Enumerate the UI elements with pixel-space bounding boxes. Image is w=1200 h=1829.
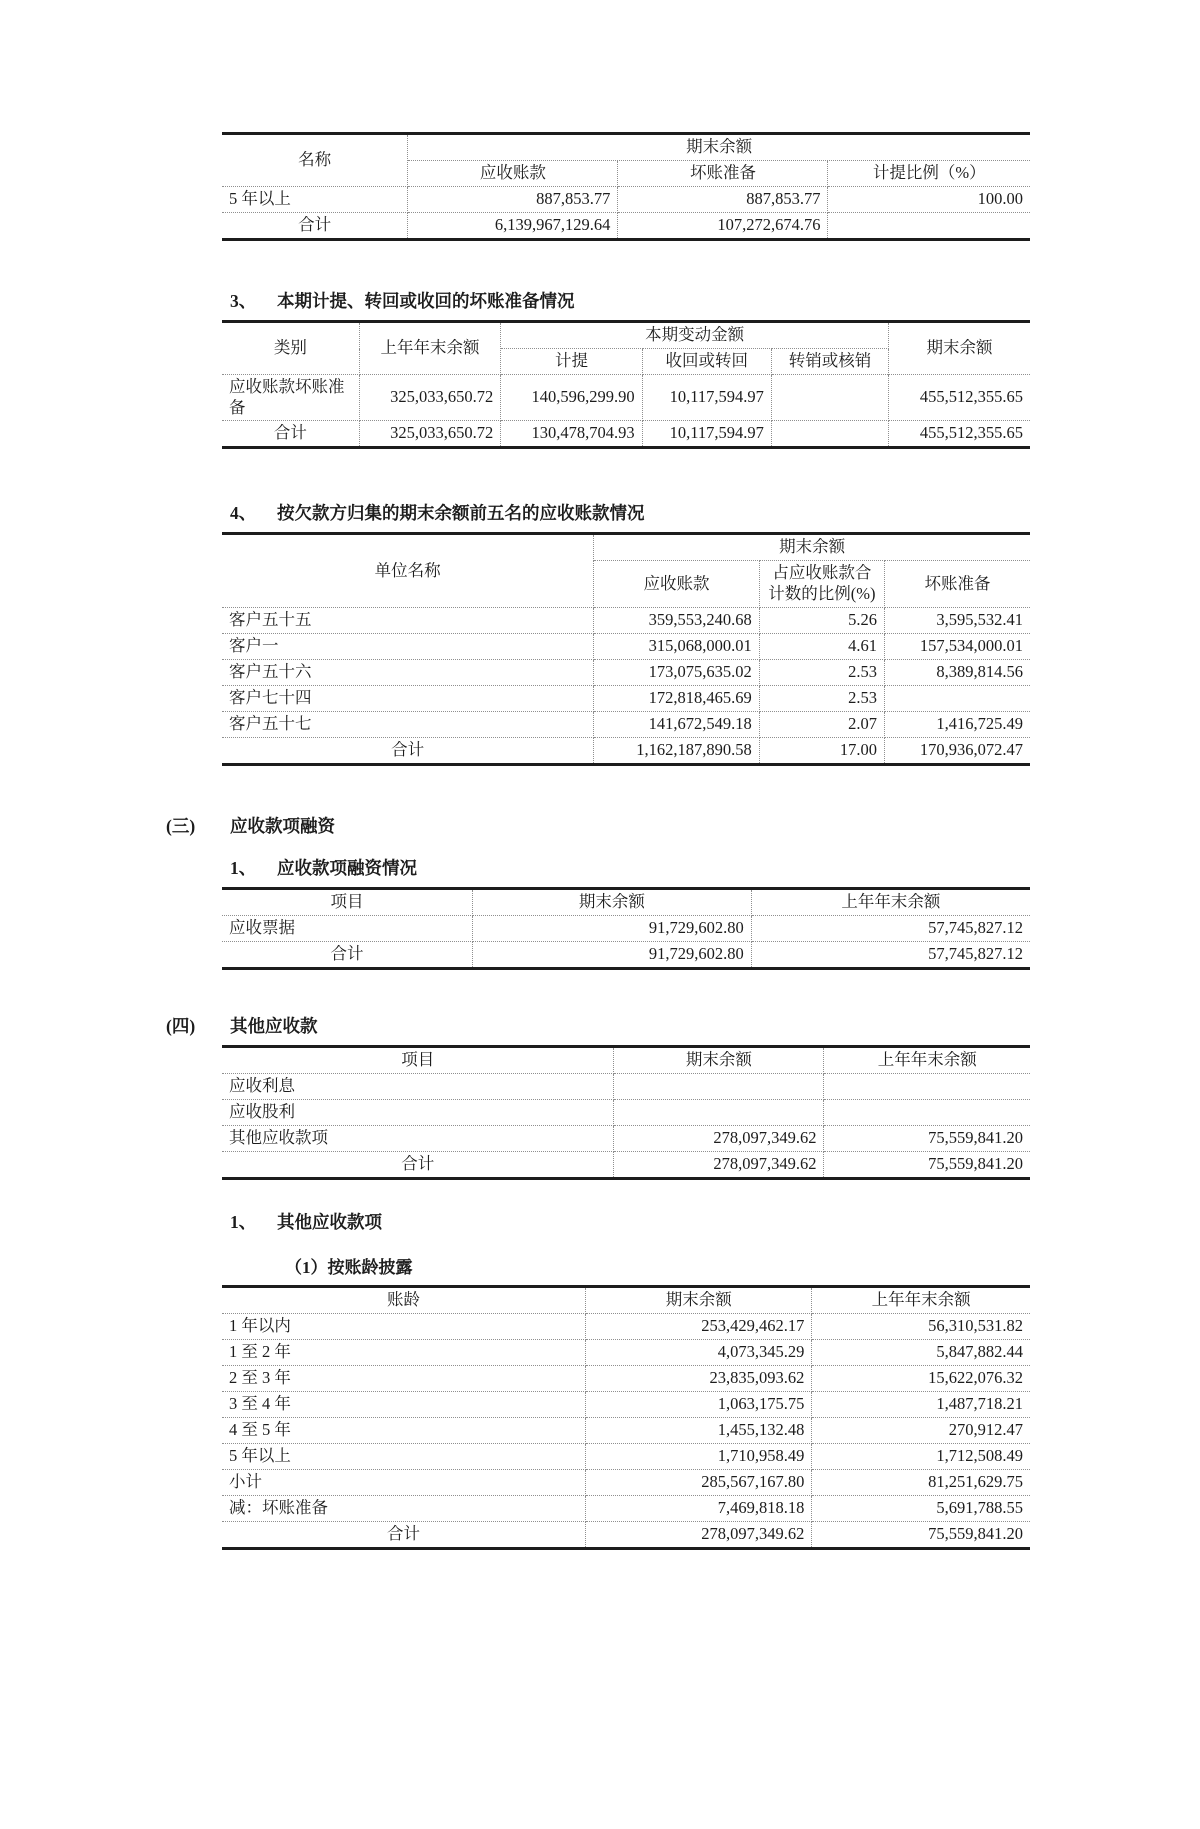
table-row bbox=[222, 711, 1030, 737]
subsection-heading-aging-disclosure bbox=[285, 1253, 1200, 1278]
receivables-financing-table bbox=[222, 887, 1030, 970]
table-row bbox=[222, 421, 1030, 448]
row-label: 客户一 bbox=[222, 633, 594, 659]
cell-value: 172,818,465.69 bbox=[594, 685, 760, 711]
cell-value: 455,512,355.65 bbox=[889, 375, 1030, 421]
header-row bbox=[222, 534, 1030, 561]
table-row bbox=[222, 659, 1030, 685]
table-row bbox=[222, 737, 1030, 764]
cell-value: 91,729,602.80 bbox=[472, 941, 751, 968]
cell-value bbox=[885, 685, 1030, 711]
cell-value: 5,847,882.44 bbox=[812, 1339, 1030, 1365]
cell-value: 2.07 bbox=[759, 711, 884, 737]
section-title: 应收款项融资情况 bbox=[277, 857, 417, 878]
cell-value: 315,068,000.01 bbox=[594, 633, 760, 659]
cell-value: 6,139,967,129.64 bbox=[408, 213, 618, 240]
cell-value: 57,745,827.12 bbox=[751, 941, 1030, 968]
cell-value: 157,534,000.01 bbox=[885, 633, 1030, 659]
column-header: 上年年末余额 bbox=[812, 1286, 1030, 1313]
cell-value: 10,117,594.97 bbox=[642, 375, 771, 421]
section-heading-bad-debt-provision bbox=[222, 288, 1200, 313]
table-row bbox=[222, 1099, 1030, 1125]
cell-value: 1,416,725.49 bbox=[885, 711, 1030, 737]
cell-value: 140,596,299.90 bbox=[501, 375, 642, 421]
column-header: 期末余额 bbox=[472, 888, 751, 915]
table-row bbox=[222, 1125, 1030, 1151]
row-label: 客户五十六 bbox=[222, 659, 594, 685]
cell-value: 4.61 bbox=[759, 633, 884, 659]
section-title: 其他应收款 bbox=[230, 1015, 318, 1036]
column-header: 上年年末余额 bbox=[824, 1046, 1030, 1073]
table-row bbox=[222, 375, 1030, 421]
table-row bbox=[222, 1469, 1030, 1495]
section-heading-receivables-financing bbox=[166, 813, 1200, 838]
column-header: 期末余额 bbox=[586, 1286, 812, 1313]
column-header: 转销或核销 bbox=[771, 349, 888, 375]
table-row bbox=[222, 1521, 1030, 1548]
cell-value: 107,272,674.76 bbox=[618, 213, 828, 240]
cell-value bbox=[614, 1073, 824, 1099]
table-row bbox=[222, 1151, 1030, 1178]
column-header: 期末余额 bbox=[889, 322, 1030, 375]
row-label: 4 至 5 年 bbox=[222, 1417, 586, 1443]
table-row bbox=[222, 1339, 1030, 1365]
table-row bbox=[222, 915, 1030, 941]
cell-value: 3,595,532.41 bbox=[885, 607, 1030, 633]
column-header: 上年年末余额 bbox=[751, 888, 1030, 915]
cell-value: 17.00 bbox=[759, 737, 884, 764]
section-number: 4、 bbox=[230, 503, 257, 524]
section-title: 按欠款方归集的期末余额前五名的应收账款情况 bbox=[277, 503, 645, 524]
row-label: 合计 bbox=[222, 941, 472, 968]
section-title: （1）按账龄披露 bbox=[285, 1257, 413, 1277]
cell-value: 15,622,076.32 bbox=[812, 1365, 1030, 1391]
cell-value: 91,729,602.80 bbox=[472, 915, 751, 941]
table-row bbox=[222, 1073, 1030, 1099]
row-label: 应收票据 bbox=[222, 915, 472, 941]
column-header: 期末余额 bbox=[408, 134, 1030, 161]
other-receivables-aging-table bbox=[222, 1285, 1030, 1550]
table-row bbox=[222, 1417, 1030, 1443]
cell-value: 100.00 bbox=[828, 187, 1030, 213]
column-header: 坏账准备 bbox=[618, 161, 828, 187]
column-header: 名称 bbox=[222, 134, 408, 187]
cell-value: 1,487,718.21 bbox=[812, 1391, 1030, 1417]
row-label: 应收账款坏账准备 bbox=[222, 375, 359, 421]
table-row bbox=[222, 1365, 1030, 1391]
cell-value: 325,033,650.72 bbox=[359, 375, 500, 421]
row-label: 应收股利 bbox=[222, 1099, 614, 1125]
column-header: 单位名称 bbox=[222, 534, 594, 607]
table-row bbox=[222, 685, 1030, 711]
cell-value bbox=[824, 1099, 1030, 1125]
row-label: 客户五十七 bbox=[222, 711, 594, 737]
cell-value: 75,559,841.20 bbox=[824, 1151, 1030, 1178]
column-header: 坏账准备 bbox=[885, 561, 1030, 607]
table-row bbox=[222, 607, 1030, 633]
section-title: 本期计提、转回或收回的坏账准备情况 bbox=[277, 291, 575, 311]
row-label: 合计 bbox=[222, 213, 408, 240]
cell-value: 5.26 bbox=[759, 607, 884, 633]
cell-value: 1,063,175.75 bbox=[586, 1391, 812, 1417]
row-label: 客户七十四 bbox=[222, 685, 594, 711]
cell-value bbox=[771, 421, 888, 448]
column-header: 本期变动金额 bbox=[501, 322, 889, 349]
column-header: 计提比例（%） bbox=[828, 161, 1030, 187]
row-label: 1 至 2 年 bbox=[222, 1339, 586, 1365]
table-row bbox=[222, 187, 1030, 213]
header-row bbox=[222, 322, 1030, 349]
column-header: 类别 bbox=[222, 322, 359, 375]
cell-value: 270,912.47 bbox=[812, 1417, 1030, 1443]
column-header: 占应收账款合计数的比例(%) bbox=[759, 561, 884, 607]
section-heading-top-five-receivables bbox=[222, 500, 1200, 525]
row-label: 2 至 3 年 bbox=[222, 1365, 586, 1391]
cell-value: 23,835,093.62 bbox=[586, 1365, 812, 1391]
cell-value: 2.53 bbox=[759, 659, 884, 685]
section-title: 其他应收款项 bbox=[277, 1211, 382, 1232]
row-label: 5 年以上 bbox=[222, 187, 408, 213]
section-number: (四) bbox=[166, 1015, 196, 1036]
cell-value: 4,073,345.29 bbox=[586, 1339, 812, 1365]
cell-value: 173,075,635.02 bbox=[594, 659, 760, 685]
cell-value: 1,712,508.49 bbox=[812, 1443, 1030, 1469]
column-header: 收回或转回 bbox=[642, 349, 771, 375]
other-receivables-summary-table bbox=[222, 1045, 1030, 1180]
cell-value: 2.53 bbox=[759, 685, 884, 711]
row-label: 小计 bbox=[222, 1469, 586, 1495]
cell-value: 455,512,355.65 bbox=[889, 421, 1030, 448]
table-row bbox=[222, 633, 1030, 659]
section-heading-other-receivables bbox=[166, 1013, 1200, 1038]
column-header: 期末余额 bbox=[614, 1046, 824, 1073]
row-label: 其他应收款项 bbox=[222, 1125, 614, 1151]
section-number: 1、 bbox=[230, 1211, 257, 1232]
column-header: 计提 bbox=[501, 349, 642, 375]
row-label: 客户五十五 bbox=[222, 607, 594, 633]
cell-value: 8,389,814.56 bbox=[885, 659, 1030, 685]
row-label: 合计 bbox=[222, 737, 594, 764]
section-title: 应收款项融资 bbox=[230, 815, 335, 836]
cell-value bbox=[771, 375, 888, 421]
cell-value: 75,559,841.20 bbox=[824, 1125, 1030, 1151]
subsection-heading-receivables-financing-detail bbox=[222, 855, 1200, 880]
cell-value: 887,853.77 bbox=[618, 187, 828, 213]
table-row bbox=[222, 1443, 1030, 1469]
table-row bbox=[222, 941, 1030, 968]
cell-value: 1,455,132.48 bbox=[586, 1417, 812, 1443]
cell-value: 285,567,167.80 bbox=[586, 1469, 812, 1495]
cell-value bbox=[824, 1073, 1030, 1099]
cell-value: 7,469,818.18 bbox=[586, 1495, 812, 1521]
document-page bbox=[0, 132, 1200, 1829]
section-number: 1、 bbox=[230, 857, 257, 878]
section-number: (三) bbox=[166, 815, 196, 836]
cell-value: 359,553,240.68 bbox=[594, 607, 760, 633]
cell-value: 141,672,549.18 bbox=[594, 711, 760, 737]
column-header: 项目 bbox=[222, 1046, 614, 1073]
cell-value: 887,853.77 bbox=[408, 187, 618, 213]
cell-value: 81,251,629.75 bbox=[812, 1469, 1030, 1495]
column-header: 应收账款 bbox=[408, 161, 618, 187]
subsection-heading-other-receivables-items bbox=[222, 1209, 1200, 1234]
row-label: 应收利息 bbox=[222, 1073, 614, 1099]
row-label: 1 年以内 bbox=[222, 1313, 586, 1339]
row-label: 减：坏账准备 bbox=[222, 1495, 586, 1521]
cell-value: 1,162,187,890.58 bbox=[594, 737, 760, 764]
column-header: 应收账款 bbox=[594, 561, 760, 607]
bad-debt-provision-changes-table bbox=[222, 320, 1030, 449]
cell-value: 1,710,958.49 bbox=[586, 1443, 812, 1469]
section-number: 3、 bbox=[230, 291, 257, 311]
cell-value: 130,478,704.93 bbox=[501, 421, 642, 448]
table-row bbox=[222, 1313, 1030, 1339]
header-row bbox=[222, 1286, 1030, 1313]
cell-value: 278,097,349.62 bbox=[614, 1151, 824, 1178]
table-row bbox=[222, 1391, 1030, 1417]
column-header: 上年年末余额 bbox=[359, 322, 500, 375]
column-header: 期末余额 bbox=[594, 534, 1030, 561]
column-header: 账龄 bbox=[222, 1286, 586, 1313]
row-label: 合计 bbox=[222, 421, 359, 448]
header-row bbox=[222, 1046, 1030, 1073]
cell-value: 10,117,594.97 bbox=[642, 421, 771, 448]
cell-value: 278,097,349.62 bbox=[586, 1521, 812, 1548]
column-header: 项目 bbox=[222, 888, 472, 915]
cell-value bbox=[828, 213, 1030, 240]
cell-value: 5,691,788.55 bbox=[812, 1495, 1030, 1521]
header-row bbox=[222, 888, 1030, 915]
cell-value: 57,745,827.12 bbox=[751, 915, 1030, 941]
cell-value: 253,429,462.17 bbox=[586, 1313, 812, 1339]
cell-value: 170,936,072.47 bbox=[885, 737, 1030, 764]
row-label: 合计 bbox=[222, 1521, 586, 1548]
row-label: 5 年以上 bbox=[222, 1443, 586, 1469]
receivables-aging-over-5-years-table bbox=[222, 132, 1030, 241]
cell-value bbox=[614, 1099, 824, 1125]
cell-value: 278,097,349.62 bbox=[614, 1125, 824, 1151]
cell-value: 325,033,650.72 bbox=[359, 421, 500, 448]
header-row bbox=[222, 134, 1030, 161]
table-row bbox=[222, 1495, 1030, 1521]
table-row bbox=[222, 213, 1030, 240]
row-label: 3 至 4 年 bbox=[222, 1391, 586, 1417]
cell-value: 56,310,531.82 bbox=[812, 1313, 1030, 1339]
cell-value: 75,559,841.20 bbox=[812, 1521, 1030, 1548]
row-label: 合计 bbox=[222, 1151, 614, 1178]
top-five-receivables-table bbox=[222, 532, 1030, 765]
